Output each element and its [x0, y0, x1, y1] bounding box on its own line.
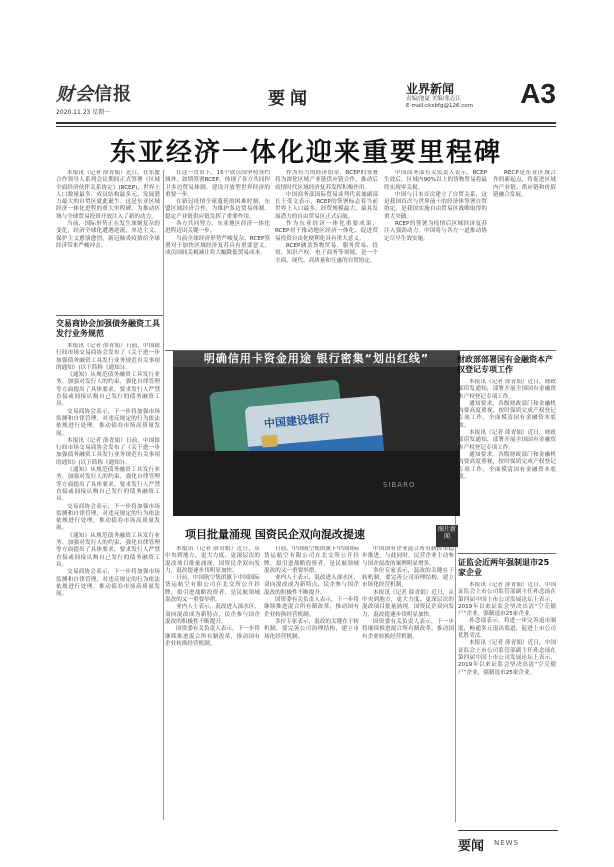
masthead: [56, 80, 556, 118]
lead-paragraph: RCEP涵盖货物贸易、服务贸易、投资、知识产权、电子商务等领域，是一个全面、现代、高质量和互惠的自贸协定。: [275, 242, 378, 264]
article3-paragraph: 本报讯（记者 薛青娟）近日，从中央到地方，更大力度、更深层次的混改项目批量涌现，国资民企双向发力，混改提速步伐明显加快。: [362, 589, 454, 618]
lead-paragraph: 本报讯（记者 薛青娟）近日，在东盟合作领导人系列会议期间正式签署《区域全面经济伙伴关系协定》(RCEP)，世界上人口数量最多、成员结构最多元、发展潜力最大的自贸区就此诞生。这是东亚区域经济一体化进程的重大里程碑，为推动区域与全球贸易投资开放注入了新的动力。: [56, 170, 160, 220]
side1-paragraph: 通知要求，各级财政部门和金融机构要高度重视，按时保质完成产权登记专项工作，全面摸清国有金融资本底数。: [458, 451, 556, 480]
lead-paragraph: 当前全球经济形势严峻复杂，RCEP签署对于加快区域经济复苏具有重要意义，成员国间关税减让将大幅降低贸易成本。: [165, 235, 270, 257]
lead-paragraph: 中国与日本首次建立了自贸关系，这是我国首次与世界前十的经济体签署自贸协定，是我国实施自由贸易区战略取得的重大突破。: [384, 191, 487, 220]
lead-paragraph: 各方共同努力，东亚地区经济一体化进程迈出关键一步。: [165, 221, 270, 235]
page-number: A3: [520, 78, 556, 109]
article3-paragraph: 业内人士表示，混改进入深水区，双向混改成为新特点，民企参与国企混改的积极性不断提升。: [264, 575, 359, 596]
side2-paragraph: 孙念瑶表示，将进一步完善退市制度，畅通多元退出渠道，促进上市公司优胜劣汰。: [458, 618, 556, 640]
footer-name: NEWS: [494, 839, 520, 847]
wallet-brand: SIBARO: [383, 481, 416, 489]
article3-paragraph: 多位专家表示，混改的关键在于转机制，要完善公司治理结构，建立市场化经营机制。: [264, 618, 359, 640]
lead-column-2: [165, 170, 270, 348]
article3-paragraph: 国资委有关负责人表示，下一步将继续推进混合所有制改革，推动国有企业转换经营机制。: [165, 626, 260, 647]
editor-line: 责编/池夏 美编/张志江: [406, 96, 461, 102]
issue-date: 2020.11.23 星期一: [56, 109, 111, 116]
section-title: 要闻: [268, 89, 312, 109]
side1-paragraph: 本报讯（记者 薛青娟）近日，财政部印发通知，部署开展全国国有金融资本产权登记专项工作。: [458, 430, 556, 451]
lead-paragraph: RCEP的签署为疫情后区域经济复苏注入强劲动力，中国将与各方一道推动协定尽早生效实施。: [384, 221, 487, 242]
lead-paragraph: 中国商务部有关负责人表示，RCEP生效后，区域内90%以上的货物贸易将最终实现零关税。: [384, 170, 487, 191]
article3-column-1: [165, 546, 260, 826]
side1-title: 财政部部署国有金融资本产权登记专项工作: [457, 355, 553, 374]
page-footer: [458, 835, 558, 853]
article3-paragraph: 日前，中国航空集团旗下中国国际货运航空有限公司在北交所公开挂牌，拟引进战略投资者，是民航领域混改的又一重要举措。: [165, 575, 260, 604]
lead-column-5: [493, 170, 556, 348]
footer-section: 要闻: [458, 839, 485, 854]
issue-block: [406, 80, 556, 118]
photo-news-tag: 图片新闻: [436, 525, 458, 547]
logo-brand: 财会: [56, 84, 94, 105]
footer-rule: [458, 830, 558, 831]
side2-paragraph: 本报讯（记者 薛青娟）近日，中国证监会上市公司监管部副主任孙念瑶在第四届中国上市公司发展论坛上表示，2019年以来证监会坚决出清“空壳僵尸”企业，强制退市25家企业。: [458, 582, 556, 618]
issue-meta: [406, 96, 473, 110]
side2-paragraph: 本报讯（记者 薛青娟）近日，中国证监会上市公司监管部副主任孙念瑶在第四届中国上市公司发展论坛上表示，2019年以来证监会坚决出清“空壳僵尸”企业，强制退市25家企业。: [458, 640, 556, 676]
article3-column-3: [362, 546, 454, 826]
lead-paragraph: 作为有力的经济纽带，RCEP的签署将为深化区域产业链供应链合作，推动后疫情时代区域经济复苏发挥积极作用。: [275, 170, 378, 191]
article2-body: [56, 343, 160, 823]
lead-column-4: [384, 170, 487, 348]
side1-paragraph: 通知要求，各级财政部门和金融机构要高度重视，按时保质完成产权登记专项工作，全面摸清国有金融资本底数。: [458, 400, 556, 429]
side2-title: 证监会近两年强制退市25家企业: [458, 558, 550, 577]
article3-paragraph: 本报讯（记者 薛青娟）近日，从中央到地方，更大力度、更深层次的混改项目批量涌现，国资民企双向发力，混改提速步伐明显加快。: [165, 546, 260, 574]
article3-paragraph: 日前，中国航空集团旗下中国国际货运航空有限公司在北交所公开挂牌，拟引进战略投资者，是民航领域混改的又一重要举措。: [264, 546, 359, 574]
email-line: E-mail:ckxbfg@126.com: [406, 103, 473, 109]
article3-column-2: [264, 546, 359, 826]
lead-column-1: [56, 170, 160, 310]
side1-body: [458, 379, 556, 551]
issue-name: 业界新闻: [406, 82, 455, 96]
article2-paragraph: 《通知》从规范债务融资工具发行业务、加强对发行人的约束、强化自律管理等方面提出了具体要求，要求发行人严禁直接或间接认购自己发行的债务融资工具。: [56, 467, 160, 503]
lead-paragraph: 在新冠疫情全球蔓延的困难时刻，东盟区域经济合作，为维护多边贸易体制、稳定产业链供应链发挥了重要作用。: [165, 199, 270, 220]
article3-paragraph: 国资委有关负责人表示，下一步将继续推进混合所有制改革，推动国有企业转换经营机制。: [362, 618, 454, 640]
logo-suffix: 信报: [94, 84, 132, 105]
article2-paragraph: 《通知》从规范债务融资工具发行业务、加强对发行人的约束、强化自律管理等方面提出了具体要求，要求发行人严禁直接或间接认购自己发行的债务融资工具。: [56, 532, 160, 568]
main-headline: 东亚经济一体化迎来重要里程碑: [109, 138, 502, 168]
article3-paragraph: 业内人士表示，混改进入深水区，双向混改成为新特点，民企参与国企混改的积极性不断提升。: [165, 604, 260, 625]
side2-body: [458, 582, 556, 826]
side1-paragraph: 本报讯（记者 薛青娟）近日，财政部印发通知，部署开展全国国有金融资本产权登记专项工作。: [458, 379, 556, 400]
column-rule: [163, 170, 164, 820]
article3-title: 项目批量涌现 国资民企双向混改提速: [185, 528, 365, 541]
article2-paragraph: 交易商协会表示，下一步将加强市场监测和自律管理，对违反规定的行为依法依规进行处理，推动债券市场高质量发展。: [56, 503, 160, 532]
card-bank-name: 中国建设银行: [263, 411, 331, 431]
article2-paragraph: 交易商协会表示，下一步将加强市场监测和自律管理，对违反规定的行为依法依规进行处理，推动债券市场高质量发展。: [56, 408, 160, 437]
article2-paragraph: 本报讯（记者 薛青娟）日前，中国银行间市场交易商协会发布了《关于进一步加强债务融资工具发行业务规范有关事项的通知》(以下简称《通知》)。: [56, 343, 160, 371]
article2-paragraph: 《通知》从规范债务融资工具发行业务、加强对发行人的约束、强化自律管理等方面提出了具体要求，要求发行人严禁直接或间接认购自己发行的债务融资工具。: [56, 372, 160, 408]
lead-paragraph: RECP是东亚区域合作的新起点，将促进区域内产业链、供应链和价值链融合发展。: [493, 170, 556, 198]
article3-paragraph: 国资委有关负责人表示，下一步将继续推进混合所有制改革，推动国有企业转换经营机制。: [264, 597, 359, 618]
lead-column-3: [275, 170, 378, 348]
lead-paragraph: 当前，国际形势正在发生深刻复杂的变化，经济全球化遭遇逆流，单边主义、保护主义愈演愈烈，新冠肺炎疫情给全球经济带来严峻冲击。: [56, 221, 160, 249]
article2-paragraph: 本报讯（记者 薛青娟）日前，中国银行间市场交易商协会发布了《关于进一步加强债务融资工具发行业务规范有关事项的通知》(以下简称《通知》)。: [56, 437, 160, 466]
photo-side-text: [378, 372, 454, 512]
lead-paragraph: 中国商务部国际贸易谈判代表兼副部长王受文表示，RCEP的签署标志着当前世界上人口最多、经贸规模最大、最具发展潜力的自由贸易区正式启航。: [275, 191, 378, 220]
section-divider: [458, 553, 556, 554]
newspaper-logo: [56, 80, 132, 106]
section-divider: [56, 315, 164, 316]
masthead-rule: [56, 122, 556, 124]
article2-paragraph: 交易商协会表示，下一步将加强市场监测和自律管理，对违反规定的行为依法依规进行处理，推动债券市场高质量发展。: [56, 569, 160, 598]
card-chip: [261, 434, 278, 447]
article2-title: 交易商协会加强债务融资工具发行业务规范: [56, 319, 160, 338]
masthead-rule-thin: [56, 126, 556, 127]
article3-paragraph: 多位专家表示，混改的关键在于转机制，要完善公司治理结构，建立市场化经营机制。: [362, 567, 454, 589]
lead-paragraph: 作为东亚经济一体化重要成果，RCEP对于推动地区经济一体化、促进贸易投资自由化便利化具有重大意义。: [275, 221, 378, 242]
article3-paragraph: 中国国有企业混合所有制改革稳步推进。与此同时，民营企业主动参与国企混改的案例明显增多。: [362, 546, 454, 567]
photo-headline: 明确信用卡资金用途 银行密集“划出红线”: [173, 351, 460, 367]
lead-paragraph: 在这一背景下，15个成员国坚持签约域外，如期签署RCEP，体现了各方共同捍卫多边贸易体制、建设开放型世界经济的重要一步。: [165, 170, 270, 198]
